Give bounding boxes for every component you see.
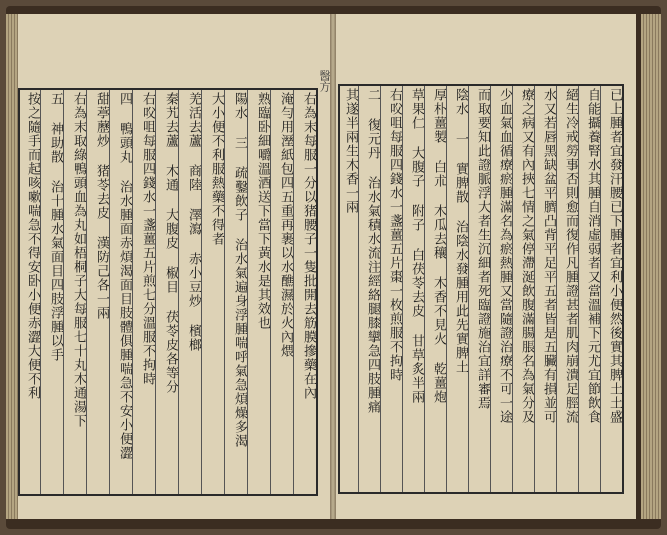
right-column-rule	[380, 86, 381, 492]
right-column-rule	[512, 86, 513, 492]
left-column-10: 甜葶藶炒 猪苓去皮 漢防己各一兩	[94, 92, 109, 320]
right-column-rule	[578, 86, 579, 492]
left-column-12: 五 神助散 治十腫水氣面目四肢浮腫以手	[48, 92, 63, 362]
left-column-8: 右㕮咀每服四錢水一盞薑五片煎七分溫服不拘時	[140, 92, 155, 386]
right-page-edges	[641, 14, 661, 519]
right-column-12: 二 復元丹 治水氣積水流注經絡腿膝攣急四肢腫痛	[365, 88, 380, 414]
right-column-2: 自能攝養腎水其腫自消虛弱者又當溫補下元尤宜節飲食	[585, 88, 600, 424]
left-column-rule	[86, 90, 87, 494]
right-column-rule	[468, 86, 469, 492]
right-column-7: 而取要知此證脈浮大者生沉細者死臨證施治宜詳審焉	[475, 88, 490, 410]
right-column-9: 厚朴薑製 白朮 木瓜去穰 木香不見火 乾薑炮	[431, 88, 446, 404]
left-column-rule	[109, 90, 110, 494]
right-column-rule	[490, 86, 491, 492]
left-column-rule	[132, 90, 133, 494]
left-column-5: 大小便不利服熱藥不得者	[209, 92, 224, 246]
left-column-4: 陽水 三 疏鑿飲子 治水氣遍身浮腫喘呼氣急煩燥多渴	[232, 92, 247, 448]
right-column-1: 已上腫者宜發汗腰已下腫者宜利小便然後實其脾土土盛	[607, 88, 622, 424]
left-column-rule	[224, 90, 225, 494]
right-column-11: 右㕮咀每服四錢水一盞薑五片棗一枚煎服不拘時	[387, 88, 402, 382]
center-margin-label: 醫方	[318, 70, 331, 92]
right-column-4: 水又若唇黑缺盆平臍凸背平足平五者皆是五臟有損並可	[541, 88, 556, 424]
left-column-rule	[155, 90, 156, 494]
right-column-3: 絕生冷戒勞事否則愈而復作凡腫證甚者肌肉崩潰足脛流	[563, 88, 578, 424]
right-column-5: 療之病又有內挾七情之氣停滯涎飲腹滿腸脹名為氣分及	[519, 88, 534, 424]
right-column-13: 其遂半兩生木香一兩	[343, 88, 358, 214]
left-column-rule	[247, 90, 248, 494]
right-column-rule	[556, 86, 557, 492]
right-column-6: 少血氣血循療瘀腫滿名為瘀熱腫又當隨證治療不可一途	[497, 88, 512, 424]
left-column-13: 按之隨手而起咳嗽喘急不得安卧小便赤澀大便不利	[25, 92, 40, 400]
left-column-9: 四 鴨頭丸 治水腫面赤煩渴面目肢體俱腫喘急不安小便澀	[117, 92, 132, 460]
right-column-rule	[600, 86, 601, 492]
left-column-11: 右為末取綠鴨頭血為丸如梧桐子大每服七十丸木通湯下	[71, 92, 86, 428]
right-column-rule	[534, 86, 535, 492]
right-column-rule	[424, 86, 425, 492]
left-column-rule	[63, 90, 64, 494]
right-column-rule	[402, 86, 403, 492]
left-column-rule	[270, 90, 271, 494]
left-column-2: 淹勻用溼紙包四五重再裹以水醮濕於火內煨	[278, 92, 293, 358]
left-column-rule	[178, 90, 179, 494]
right-column-rule	[446, 86, 447, 492]
left-column-7: 秦艽去蘆 木通 大腹皮 椒目 茯苓皮各等分	[163, 92, 178, 394]
left-column-rule	[40, 90, 41, 494]
right-column-10: 草果仁 大腹子 附子 白茯苓去皮 甘草炙半兩	[409, 88, 424, 404]
left-column-rule	[201, 90, 202, 494]
left-column-3: 熟臨卧細嚼溫酒送下當下黃水是其效也	[255, 92, 270, 330]
right-column-rule	[358, 86, 359, 492]
left-column-1: 右為末每服一分以猪腰子一隻批開去筋膜摻藥在內	[301, 92, 316, 400]
left-column-rule	[293, 90, 294, 494]
right-column-8: 陰水 一 實脾散 治陰水發腫用此先實脾土	[453, 88, 468, 374]
left-column-6: 羌活去蘆 商陸 澤瀉 赤小豆炒 檳榔	[186, 92, 201, 352]
